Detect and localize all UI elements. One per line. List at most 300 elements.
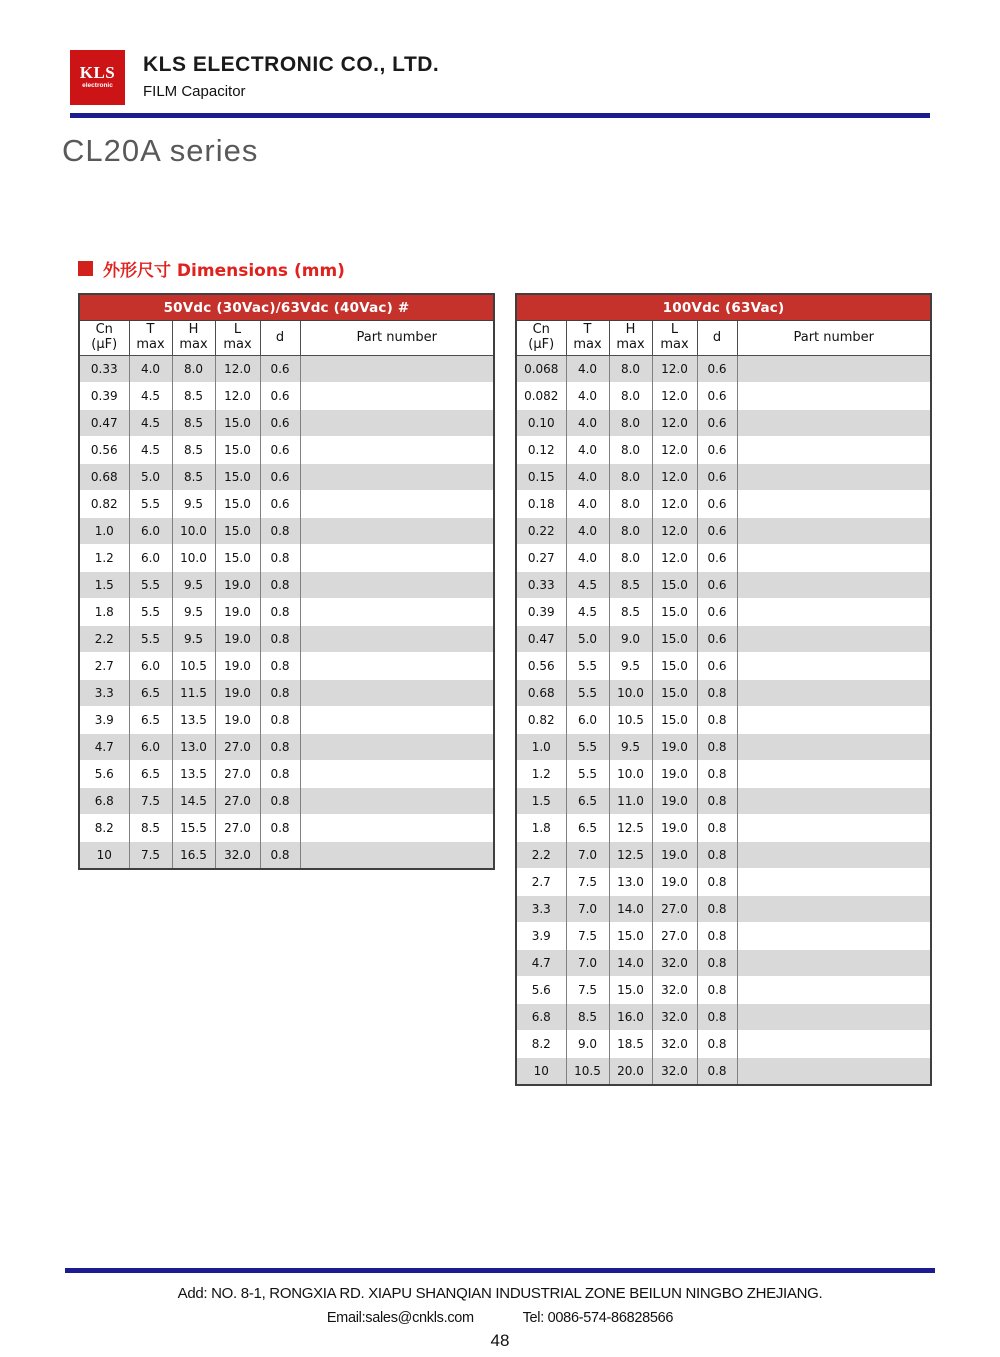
dimension-cell: 15.0 [652,653,697,680]
part-number-cell [300,356,494,383]
dimension-cell: 5.5 [566,653,609,680]
dimension-cell: 8.0 [609,518,652,545]
table-row [79,410,494,437]
dimension-cell: 6.0 [129,734,172,761]
dimension-cell: 10.5 [609,707,652,734]
dimension-cell: 15.0 [215,410,260,437]
dimension-cell: 8.0 [609,464,652,491]
column-header: d [260,321,300,356]
dimension-cell: 7.0 [566,842,609,869]
dimension-cell: 8.0 [609,491,652,518]
dimension-cell: 27.0 [652,896,697,923]
dimension-cell: 0.8 [697,734,737,761]
dimension-cell: 0.8 [697,869,737,896]
dimension-cell: 0.8 [697,923,737,950]
dimension-cell: 1.8 [79,599,129,626]
dimension-cell: 10.0 [172,545,215,572]
dimension-cell: 3.3 [79,680,129,707]
dimension-cell: 8.0 [609,383,652,410]
dimension-cell: 0.6 [697,572,737,599]
dimension-cell: 0.8 [697,977,737,1004]
dimension-cell: 0.8 [260,761,300,788]
dimension-cell: 0.6 [697,464,737,491]
table-row [516,653,931,680]
dimension-cell: 15.0 [652,707,697,734]
dimension-cell: 19.0 [215,707,260,734]
dimension-cell: 32.0 [652,1031,697,1058]
part-number-cell [737,1031,931,1058]
part-number-cell [737,410,931,437]
dimension-cell: 0.82 [79,491,129,518]
dimension-cell: 19.0 [215,626,260,653]
part-number-cell [737,923,931,950]
dimensions-table-100v [515,293,932,1086]
part-number-cell [737,896,931,923]
dimension-cell: 0.39 [79,383,129,410]
part-number-cell [300,626,494,653]
part-number-cell [300,410,494,437]
dimension-cell: 4.5 [129,437,172,464]
part-number-cell [300,572,494,599]
dimension-cell: 0.18 [516,491,566,518]
dimension-cell: 2.2 [79,626,129,653]
dimension-cell: 15.0 [215,545,260,572]
table-row [79,842,494,870]
part-number-cell [737,572,931,599]
dimension-cell: 4.0 [566,410,609,437]
dimension-cell: 10.5 [566,1058,609,1086]
dimension-cell: 4.0 [566,383,609,410]
dimension-cell: 8.0 [609,410,652,437]
table-row [516,1031,931,1058]
dimension-cell: 9.5 [172,599,215,626]
dimension-cell: 3.9 [79,707,129,734]
dimension-cell: 15.0 [652,680,697,707]
table-row [79,572,494,599]
part-number-cell [300,518,494,545]
section-heading [78,256,345,281]
dimension-cell: 2.2 [516,842,566,869]
dimension-cell: 0.6 [697,437,737,464]
company-name: KLS ELECTRONIC CO., LTD. [143,53,440,76]
part-number-cell [737,356,931,383]
table-row [516,950,931,977]
dimension-cell: 8.5 [609,572,652,599]
dimension-cell: 11.0 [609,788,652,815]
dimension-cell: 13.5 [172,761,215,788]
table-row [79,653,494,680]
dimension-cell: 19.0 [652,788,697,815]
part-number-cell [737,383,931,410]
page-header [70,50,439,105]
dimension-cell: 0.8 [260,680,300,707]
dimension-cell: 27.0 [215,788,260,815]
dimension-cell: 5.5 [566,680,609,707]
table-row [79,626,494,653]
part-number-cell [737,869,931,896]
table-row [516,464,931,491]
table-row [516,788,931,815]
dimension-cell: 0.8 [260,572,300,599]
table-row [516,545,931,572]
dimension-cell: 5.5 [129,626,172,653]
dimension-cell: 15.0 [215,437,260,464]
dimension-cell: 10.0 [609,761,652,788]
dimension-cell: 1.8 [516,815,566,842]
part-number-cell [737,815,931,842]
table-row [79,680,494,707]
dimension-cell: 5.0 [129,464,172,491]
part-number-cell [737,761,931,788]
page-number: 48 [490,1331,510,1350]
part-number-cell [300,788,494,815]
part-number-cell [300,842,494,870]
table-row [79,761,494,788]
dimension-cell: 4.5 [566,572,609,599]
dimension-cell: 8.5 [172,437,215,464]
table-row [516,707,931,734]
table-row [516,437,931,464]
part-number-cell [300,383,494,410]
dimension-cell: 0.15 [516,464,566,491]
dimension-cell: 1.5 [79,572,129,599]
dimension-cell: 0.12 [516,437,566,464]
part-number-cell [737,734,931,761]
part-number-cell [300,599,494,626]
section-heading-text: 外形尺寸 Dimensions (mm) [103,261,345,281]
dimension-cell: 0.082 [516,383,566,410]
dimension-cell: 27.0 [215,815,260,842]
dimension-cell: 4.0 [566,464,609,491]
dimension-cell: 13.0 [609,869,652,896]
table-row [79,599,494,626]
table-row [516,1058,931,1086]
table-row [79,383,494,410]
dimension-cell: 19.0 [215,653,260,680]
header-divider [70,113,930,118]
dimension-cell: 0.8 [697,950,737,977]
dimension-cell: 18.5 [609,1031,652,1058]
page-title: CL20A series [62,133,259,168]
logo-subtext: electronic [82,82,113,90]
dimension-cell: 0.8 [697,842,737,869]
dimension-cell: 0.6 [697,491,737,518]
dimension-cell: 4.7 [79,734,129,761]
part-number-cell [737,842,931,869]
dimension-cell: 5.5 [129,491,172,518]
table-row [516,491,931,518]
dimension-cell: 0.6 [260,356,300,383]
dimension-cell: 3.3 [516,896,566,923]
dimension-cell: 0.47 [516,626,566,653]
dimension-cell: 12.5 [609,842,652,869]
dimension-cell: 8.5 [172,464,215,491]
dimension-cell: 10.0 [609,680,652,707]
dimension-cell: 7.5 [129,842,172,870]
column-header: Cn (μF) [79,321,129,356]
dimension-cell: 32.0 [652,950,697,977]
dimension-cell: 15.0 [609,923,652,950]
dimension-cell: 12.0 [652,410,697,437]
dimension-cell: 0.8 [260,788,300,815]
dimension-cell: 0.8 [697,815,737,842]
column-header: Cn (μF) [516,321,566,356]
dimension-cell: 15.0 [652,572,697,599]
dimension-cell: 7.5 [129,788,172,815]
dimension-cell: 0.6 [260,410,300,437]
column-header: H max [609,321,652,356]
dimension-cell: 0.8 [697,1031,737,1058]
dimension-cell: 5.5 [129,599,172,626]
dimension-cell: 9.5 [172,491,215,518]
table-row [516,680,931,707]
dimension-cell: 7.5 [566,923,609,950]
dimension-cell: 6.8 [79,788,129,815]
dimension-cell: 0.8 [260,599,300,626]
table-row [516,977,931,1004]
dimension-cell: 19.0 [652,869,697,896]
dimension-cell: 0.8 [260,815,300,842]
part-number-cell [737,626,931,653]
dimension-cell: 9.0 [566,1031,609,1058]
dimension-cell: 0.8 [260,653,300,680]
dimension-cell: 0.8 [697,896,737,923]
dimension-cell: 8.2 [516,1031,566,1058]
dimension-cell: 0.56 [79,437,129,464]
part-number-cell [300,734,494,761]
part-number-cell [737,491,931,518]
footer-contact [0,1310,1000,1326]
dimension-cell: 5.5 [566,734,609,761]
table-row [516,1004,931,1031]
part-number-cell [737,1004,931,1031]
dimension-cell: 14.0 [609,950,652,977]
part-number-cell [300,680,494,707]
table-row [516,572,931,599]
table-row [79,815,494,842]
dimension-cell: 6.8 [516,1004,566,1031]
table-row [516,626,931,653]
part-number-cell [737,1058,931,1086]
dimension-cell: 6.5 [566,788,609,815]
part-number-cell [737,437,931,464]
table-row [516,923,931,950]
dimension-cell: 2.7 [516,869,566,896]
dimension-cell: 0.8 [697,1058,737,1086]
dimension-cell: 0.8 [260,734,300,761]
table-row [516,734,931,761]
dimension-cell: 32.0 [652,1058,697,1086]
dimension-cell: 0.068 [516,356,566,383]
dimension-cell: 7.0 [566,896,609,923]
dimension-cell: 19.0 [652,815,697,842]
dimension-cell: 4.0 [566,437,609,464]
dimension-cell: 8.5 [172,410,215,437]
dimension-cell: 6.5 [129,761,172,788]
dimension-cell: 4.0 [566,356,609,383]
dimension-cell: 10.0 [172,518,215,545]
dimension-cell: 12.0 [215,356,260,383]
table-body [516,356,931,1086]
dimension-cell: 5.6 [516,977,566,1004]
column-header: T max [566,321,609,356]
dimension-cell: 0.47 [79,410,129,437]
table-row [79,464,494,491]
dimension-cell: 0.22 [516,518,566,545]
dimension-cell: 10.5 [172,653,215,680]
table-row [79,734,494,761]
dimension-cell: 32.0 [652,1004,697,1031]
dimension-cell: 1.0 [516,734,566,761]
dimension-cell: 0.8 [697,761,737,788]
column-header: Part number [300,321,494,356]
table-row [516,518,931,545]
logo-text: KLS [79,63,116,83]
dimension-cell: 15.0 [215,464,260,491]
dimension-cell: 4.7 [516,950,566,977]
table-row [516,383,931,410]
dimension-cell: 0.68 [79,464,129,491]
part-number-cell [737,950,931,977]
dimension-cell: 7.0 [566,950,609,977]
part-number-cell [737,545,931,572]
dimension-cell: 19.0 [652,734,697,761]
table-title: 100Vdc (63Vac) [516,294,931,321]
dimension-cell: 19.0 [215,572,260,599]
square-bullet-icon [78,261,93,276]
part-number-cell [300,491,494,518]
dimension-cell: 12.0 [652,356,697,383]
dimension-cell: 0.6 [697,518,737,545]
dimension-cell: 13.5 [172,707,215,734]
dimension-cell: 1.2 [79,545,129,572]
table-row [79,788,494,815]
dimension-cell: 4.0 [566,491,609,518]
dimension-cell: 15.0 [652,626,697,653]
dimension-cell: 0.6 [260,437,300,464]
dimension-cell: 6.0 [129,653,172,680]
dimension-cell: 11.5 [172,680,215,707]
dimension-cell: 0.27 [516,545,566,572]
column-header: Part number [737,321,931,356]
column-header: L max [652,321,697,356]
dimension-cell: 15.0 [215,491,260,518]
dimension-cell: 12.0 [215,383,260,410]
dimension-cell: 16.0 [609,1004,652,1031]
table-body [79,356,494,870]
dimension-cell: 0.8 [260,518,300,545]
dimension-cell: 9.0 [609,626,652,653]
table-row [516,410,931,437]
table-row [79,437,494,464]
dimension-cell: 0.8 [697,707,737,734]
part-number-cell [300,815,494,842]
table-row [516,842,931,869]
table-title-row [79,294,494,321]
dimension-cell: 12.0 [652,383,697,410]
footer-divider [65,1268,935,1273]
dimension-cell: 14.0 [609,896,652,923]
dimension-cell: 15.5 [172,815,215,842]
dimension-cell: 0.6 [260,464,300,491]
header-text [143,50,439,100]
dimension-cell: 0.8 [260,545,300,572]
part-number-cell [737,788,931,815]
dimension-cell: 15.0 [609,977,652,1004]
dimension-cell: 10 [79,842,129,870]
dimension-cell: 12.0 [652,464,697,491]
dimension-cell: 0.82 [516,707,566,734]
part-number-cell [300,437,494,464]
dimension-cell: 0.56 [516,653,566,680]
dimension-cell: 0.8 [260,707,300,734]
dimension-tables [78,293,932,1086]
dimension-cell: 27.0 [652,923,697,950]
column-header-row [516,321,931,356]
dimension-cell: 0.6 [697,545,737,572]
dimension-cell: 0.6 [260,383,300,410]
dimension-cell: 8.5 [566,1004,609,1031]
dimension-cell: 8.5 [172,383,215,410]
dimension-cell: 0.6 [697,653,737,680]
dimension-cell: 8.0 [172,356,215,383]
column-header-row [79,321,494,356]
dimension-cell: 32.0 [652,977,697,1004]
dimension-cell: 27.0 [215,761,260,788]
dimension-cell: 4.0 [566,518,609,545]
table-row [516,761,931,788]
dimension-cell: 7.5 [566,869,609,896]
dimension-cell: 4.5 [129,383,172,410]
dimension-cell: 9.5 [609,653,652,680]
dimension-cell: 19.0 [652,761,697,788]
part-number-cell [300,761,494,788]
part-number-cell [737,707,931,734]
dimension-cell: 0.6 [697,626,737,653]
part-number-cell [737,464,931,491]
dimension-cell: 8.5 [609,599,652,626]
dimension-cell: 19.0 [215,599,260,626]
dimension-cell: 0.8 [697,788,737,815]
table-row [79,707,494,734]
dimension-cell: 12.5 [609,815,652,842]
footer-tel: Tel: 0086-574-86828566 [522,1310,674,1326]
kls-logo [70,50,125,105]
part-number-cell [737,599,931,626]
dimension-cell: 0.8 [697,680,737,707]
dimension-cell: 12.0 [652,545,697,572]
dimension-cell: 5.5 [566,761,609,788]
dimension-cell: 9.5 [172,572,215,599]
dimension-cell: 4.0 [566,545,609,572]
column-header: d [697,321,737,356]
part-number-cell [300,464,494,491]
dimension-cell: 0.6 [697,356,737,383]
dimension-cell: 19.0 [652,842,697,869]
dimension-cell: 0.6 [697,410,737,437]
dimension-cell: 12.0 [652,491,697,518]
part-number-cell [737,518,931,545]
footer-address: Add: NO. 8-1, RONGXIA RD. XIAPU SHANQIAN INDUSTRIAL ZONE BEILUN NINGBO ZHEJIANG. [177,1285,823,1302]
dimension-cell: 5.0 [566,626,609,653]
dimension-cell: 12.0 [652,437,697,464]
dimension-cell: 3.9 [516,923,566,950]
table-row [516,599,931,626]
table-row [516,869,931,896]
dimension-cell: 4.5 [566,599,609,626]
column-header: H max [172,321,215,356]
dimensions-table-50v-63v [78,293,495,870]
